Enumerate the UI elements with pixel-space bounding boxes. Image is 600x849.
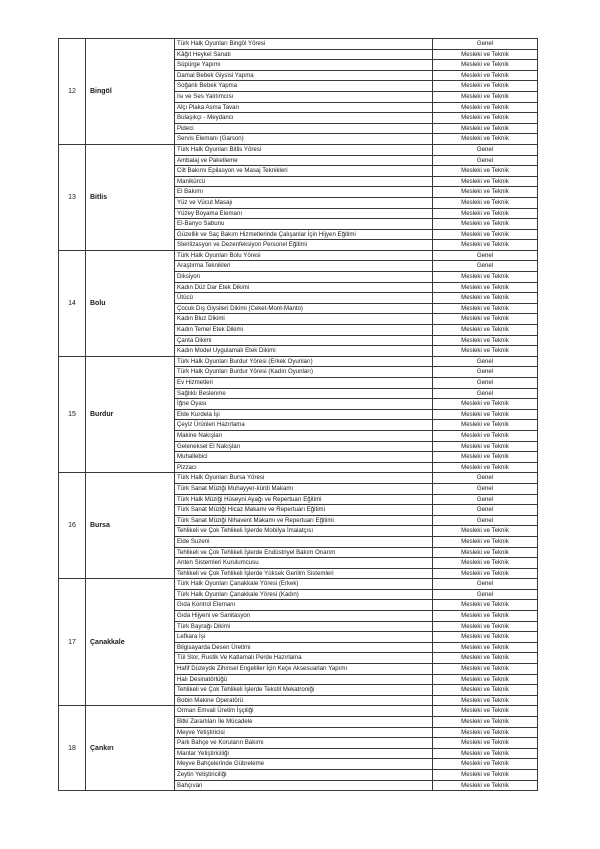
course-name: Bilgisayarda Desen Üretimi (175, 642, 433, 653)
course-row (175, 526, 537, 537)
province-name: Bolu (86, 250, 175, 356)
course-type: Mesleki ve Teknik (433, 621, 538, 632)
course-type: Mesleki ve Teknik (433, 229, 538, 240)
course-type: Genel (433, 357, 538, 367)
course-name: Tehlikeli ve Çok Tehlikeli İşlerde Mobilya İmalatçısı (175, 526, 433, 537)
course-row (175, 600, 537, 611)
course-row (175, 653, 537, 664)
course-row (175, 409, 537, 420)
course-list-cell (175, 250, 538, 356)
course-type: Mesleki ve Teknik (433, 325, 538, 336)
course-name: İğne Oyası (175, 399, 433, 410)
course-name: Kadın Düz Dar Etek Dikimi (175, 282, 433, 293)
course-row (175, 102, 537, 113)
course-name: Bitki Zararlıları İle Mücadele (175, 717, 433, 728)
course-name: El-Banyo Sabunu (175, 219, 433, 230)
course-type: Genel (433, 261, 538, 272)
course-name: Damal Bebek Giysisi Yapma (175, 70, 433, 81)
course-name: Elde Kurdela İşi (175, 409, 433, 420)
course-row (175, 568, 537, 578)
course-type: Mesleki ve Teknik (461, 696, 509, 704)
course-type: Mesleki ve Teknik (433, 642, 538, 653)
course-name: Halı Desinatörlüğü (175, 674, 433, 685)
course-name: Türk Halk Oyunları Çanakkale Yöresi (Kadın) (175, 589, 433, 600)
course-name: Güzellik ve Saç Bakım Hizmetlerinde Çalışanlar İçin Hijyen Eğitimi (175, 229, 433, 240)
course-name: Türk Halk Oyunları Bingöl Yöresi (175, 39, 433, 49)
course-row (175, 176, 537, 187)
course-row (175, 251, 537, 261)
course-row (175, 91, 537, 102)
course-name: Araştırma Teknikleri (175, 261, 433, 272)
course-name: Gıda Kontrol Elemanı (175, 600, 433, 611)
province-name: Bingöl (86, 39, 175, 145)
course-type: Mesleki ve Teknik (433, 49, 538, 60)
course-row (175, 515, 537, 526)
course-type: Mesleki ve Teknik (461, 781, 509, 789)
course-row (175, 664, 537, 675)
province-name: Bursa (86, 473, 175, 579)
course-type: Genel (433, 367, 538, 378)
row-number: 18 (59, 706, 86, 791)
course-name: Türk Halk Oyunları Burdur Yöresi (Kadın Oyunları) (175, 367, 433, 378)
course-type: Genel (433, 145, 538, 155)
course-row (175, 632, 537, 643)
course-type: Mesleki ve Teknik (433, 60, 538, 71)
course-row (175, 272, 537, 283)
course-name: Tehlikeli ve Çok Tehlikeli İşlerde Yüksek Gerilim Sistemleri (175, 568, 433, 578)
course-name: Pizzacı (175, 462, 433, 472)
course-type: Mesleki ve Teknik (433, 547, 538, 558)
province-group-row (59, 144, 538, 250)
province-group-row (59, 579, 538, 706)
course-list (175, 473, 537, 578)
course-row (175, 769, 537, 780)
course-type: Mesleki ve Teknik (433, 685, 538, 696)
course-name: Bobin Makine Operatörü (175, 695, 433, 705)
course-row (175, 695, 537, 705)
row-number: 15 (59, 356, 86, 473)
course-type: Genel (433, 473, 538, 483)
course-list (175, 251, 537, 356)
course-name: El Bakımı (175, 187, 433, 198)
row-number: 14 (59, 250, 86, 356)
course-row (175, 727, 537, 738)
row-number: 16 (59, 473, 86, 579)
row-number: 13 (59, 144, 86, 250)
course-row (175, 166, 537, 177)
course-row (175, 717, 537, 728)
course-row (175, 134, 537, 144)
province-name: Bitlis (86, 144, 175, 250)
course-row (175, 81, 537, 92)
course-row (175, 60, 537, 71)
course-list-cell (175, 144, 538, 250)
course-name: Meyve Bahçelerinde Gübreleme (175, 759, 433, 770)
course-type: Mesleki ve Teknik (433, 197, 538, 208)
course-type: Mesleki ve Teknik (433, 674, 538, 685)
course-type: Mesleki ve Teknik (461, 135, 509, 143)
course-table (58, 38, 538, 791)
course-name: Diksiyon (175, 272, 433, 283)
course-name: Sağlıklı Beslenme (175, 388, 433, 399)
document-page (58, 38, 538, 791)
province-group-row (59, 473, 538, 579)
course-row (175, 748, 537, 759)
course-row (175, 70, 537, 81)
course-type: Mesleki ve Teknik (433, 70, 538, 81)
course-row (175, 441, 537, 452)
course-list (175, 357, 537, 473)
course-name: Ütücü (175, 293, 433, 304)
course-row (175, 462, 537, 472)
course-type: Mesleki ve Teknik (433, 282, 538, 293)
course-type: Mesleki ve Teknik (433, 611, 538, 622)
province-group-row (59, 706, 538, 791)
course-name: Çocuk Dış Giysileri Dikimi (Ceket-Mont-Manto) (175, 303, 433, 314)
course-type: Mesleki ve Teknik (461, 463, 509, 471)
course-row (175, 738, 537, 749)
course-row (175, 642, 537, 653)
course-name: Kadın Model Uygulamalı Etek Dikimi (175, 346, 433, 356)
course-row (175, 229, 537, 240)
province-name: Burdur (86, 356, 175, 473)
course-name: Türk Halk Oyunları Burdur Yöresi (Erkek Oyunları) (175, 357, 433, 367)
course-name: Servis Elemanı (Garson) (175, 134, 433, 144)
course-type: Genel (433, 388, 538, 399)
province-group-row (59, 39, 538, 145)
course-name: Pideci (175, 123, 433, 134)
course-type: Mesleki ve Teknik (433, 208, 538, 219)
course-row (175, 240, 537, 250)
course-type: Mesleki ve Teknik (433, 113, 538, 124)
course-name: Cilt Bakımı Epilasyon ve Masaj Teknikleri (175, 166, 433, 177)
course-type: Genel (433, 515, 538, 526)
course-name: Manikürcü (175, 176, 433, 187)
course-type: Mesleki ve Teknik (433, 748, 538, 759)
course-type: Mesleki ve Teknik (433, 399, 538, 410)
course-name: Mantar Yetiştiriciliği (175, 748, 433, 759)
course-type: Mesleki ve Teknik (461, 241, 509, 249)
province-group-row (59, 250, 538, 356)
course-name: Zeytin Yetiştiriciliği (175, 769, 433, 780)
course-row (175, 378, 537, 389)
course-name: Gıda Hijyeni ve Sanitasyon (175, 611, 433, 622)
course-name: Süpürge Yapımı (175, 60, 433, 71)
course-row (175, 113, 537, 124)
course-type: Mesleki ve Teknik (461, 569, 509, 577)
course-list (175, 706, 537, 790)
course-type: Mesleki ve Teknik (433, 102, 538, 113)
course-type: Genel (433, 494, 538, 505)
course-name: Çeyiz Ürünleri Hazırlama (175, 420, 433, 431)
course-type: Genel (433, 155, 538, 166)
course-name: Lefkara İşi (175, 632, 433, 643)
course-name: Muhallebici (175, 452, 433, 463)
course-type: Mesleki ve Teknik (433, 769, 538, 780)
course-row (175, 314, 537, 325)
course-row (175, 208, 537, 219)
course-name: Kâğıt Heykel Sanatı (175, 49, 433, 60)
course-type: Mesleki ve Teknik (433, 558, 538, 569)
course-type: Mesleki ve Teknik (433, 335, 538, 346)
course-row (175, 282, 537, 293)
course-type: Genel (433, 579, 538, 589)
course-row (175, 219, 537, 230)
course-type: Mesleki ve Teknik (433, 600, 538, 611)
course-name: Tül Stor, Rustik Ve Katlamalı Perde Hazırlama (175, 653, 433, 664)
course-row (175, 780, 537, 790)
course-type: Mesleki ve Teknik (433, 81, 538, 92)
course-type: Mesleki ve Teknik (433, 526, 538, 537)
course-type: Genel (433, 483, 538, 494)
course-name: Türk Sanat Müziği Nihavent Makamı ve Repertuarı Eğitimi (175, 515, 433, 526)
course-type: Genel (433, 378, 538, 389)
province-group-row (59, 356, 538, 473)
course-name: Türk Sanat Müziği Muhayyer-kürdi Makamı (175, 483, 433, 494)
course-name: Makine Nakışları (175, 430, 433, 441)
course-row (175, 674, 537, 685)
course-row (175, 303, 537, 314)
course-name: Meyve Yetiştiricisi (175, 727, 433, 738)
course-name: Çanta Dikimi (175, 335, 433, 346)
course-name: Türk Halk Oyunları Bursa Yöresi (175, 473, 433, 483)
course-name: Yüz ve Vücut Masajı (175, 197, 433, 208)
course-row (175, 346, 537, 356)
course-type: Mesleki ve Teknik (433, 293, 538, 304)
course-name: Türk Bayrağı Dikimi (175, 621, 433, 632)
course-row (175, 430, 537, 441)
row-number: 17 (59, 579, 86, 706)
course-list-cell (175, 473, 538, 579)
course-name: Yüzey Boyama Elemanı (175, 208, 433, 219)
course-row (175, 335, 537, 346)
course-type: Genel (433, 589, 538, 600)
course-name: Soğanlı Bebek Yapma (175, 81, 433, 92)
course-type: Mesleki ve Teknik (433, 536, 538, 547)
course-row (175, 325, 537, 336)
course-type: Genel (433, 39, 538, 49)
course-type: Genel (433, 505, 538, 516)
course-row (175, 420, 537, 431)
course-row (175, 123, 537, 134)
course-row (175, 589, 537, 600)
course-row (175, 155, 537, 166)
course-row (175, 197, 537, 208)
course-type: Mesleki ve Teknik (433, 219, 538, 230)
course-row (175, 611, 537, 622)
course-row (175, 558, 537, 569)
course-list-cell (175, 579, 538, 706)
course-type: Mesleki ve Teknik (433, 664, 538, 675)
course-name: Isı ve Ses Yalıtımcısı (175, 91, 433, 102)
course-type: Mesleki ve Teknik (433, 706, 538, 716)
course-list-cell (175, 356, 538, 473)
course-name: Anten Sistemleri Kurulumcusu (175, 558, 433, 569)
row-number: 12 (59, 39, 86, 145)
course-type: Mesleki ve Teknik (433, 653, 538, 664)
course-row (175, 483, 537, 494)
course-row (175, 621, 537, 632)
course-type: Genel (433, 251, 538, 261)
course-row (175, 706, 537, 716)
course-type: Mesleki ve Teknik (433, 632, 538, 643)
course-name: Türk Halk Oyunları Bolu Yöresi (175, 251, 433, 261)
course-type: Mesleki ve Teknik (433, 123, 538, 134)
course-table-body (59, 39, 538, 791)
course-name: Geleneksel El Nakışları (175, 441, 433, 452)
course-name: Sterilizasyon ve Dezenfeksiyon Personel Eğitimi (175, 240, 433, 250)
province-name: Çanakkale (86, 579, 175, 706)
course-name: Türk Halk Müziği Hüseyni Ayağı ve Repertuarı Eğitimi (175, 494, 433, 505)
course-row (175, 399, 537, 410)
course-name: Bulaşıkçı - Meydancı (175, 113, 433, 124)
course-row (175, 547, 537, 558)
course-type: Mesleki ve Teknik (433, 452, 538, 463)
course-name: Park Bahçe ve Koruların Bakımı (175, 738, 433, 749)
course-type: Mesleki ve Teknik (433, 759, 538, 770)
course-type: Mesleki ve Teknik (433, 420, 538, 431)
course-type: Mesleki ve Teknik (433, 441, 538, 452)
course-list-cell (175, 39, 538, 145)
course-name: Türk Halk Oyunları Bitlis Yöresi (175, 145, 433, 155)
course-name: Elde Suzeni (175, 536, 433, 547)
course-type: Mesleki ve Teknik (433, 272, 538, 283)
course-type: Mesleki ve Teknik (433, 303, 538, 314)
course-name: Kadın Bluz Dikimi (175, 314, 433, 325)
course-name: Hafif Düzeyde Zihinsel Engelliler İçin Keçe Aksesuarları Yapımı (175, 664, 433, 675)
course-type: Mesleki ve Teknik (433, 314, 538, 325)
course-list (175, 39, 537, 144)
province-name: Çankırı (86, 706, 175, 791)
course-type: Mesleki ve Teknik (433, 430, 538, 441)
course-row (175, 473, 537, 483)
course-row (175, 367, 537, 378)
course-row (175, 145, 537, 155)
course-row (175, 293, 537, 304)
course-row (175, 388, 537, 399)
course-type: Mesleki ve Teknik (433, 409, 538, 420)
course-type: Mesleki ve Teknik (433, 717, 538, 728)
course-name: Türk Sanat Müziği Hicaz Makamı ve Repertuarı Eğitimi (175, 505, 433, 516)
course-row (175, 505, 537, 516)
course-row (175, 49, 537, 60)
course-row (175, 759, 537, 770)
course-row (175, 685, 537, 696)
course-type: Mesleki ve Teknik (433, 176, 538, 187)
course-name: Tehlikeli ve Çok Tehlikeli İşlerde Tekstil Mekatroniği (175, 685, 433, 696)
course-row (175, 187, 537, 198)
course-type: Mesleki ve Teknik (461, 347, 509, 355)
course-name: Ambalaj ve Paketleme (175, 155, 433, 166)
course-type: Mesleki ve Teknik (433, 727, 538, 738)
course-name: Orman Emvali Üretim İşçiliği (175, 706, 433, 716)
course-row (175, 261, 537, 272)
course-row (175, 357, 537, 367)
course-name: Bahçıvan (175, 780, 433, 790)
course-row (175, 579, 537, 589)
course-list (175, 579, 537, 705)
course-list-cell (175, 706, 538, 791)
course-name: Türk Halk Oyunları Çanakkale Yöresi (Erkek) (175, 579, 433, 589)
course-row (175, 536, 537, 547)
course-name: Alçı Plaka Asma Tavan (175, 102, 433, 113)
course-row (175, 494, 537, 505)
course-type: Mesleki ve Teknik (433, 187, 538, 198)
course-row (175, 452, 537, 463)
course-name: Kadın Temel Etek Dikimi (175, 325, 433, 336)
course-type: Mesleki ve Teknik (433, 91, 538, 102)
course-list (175, 145, 537, 250)
course-name: Tehlikeli ve Çok Tehlikeli İşlerde Endüstriyel Bakım Onarım (175, 547, 433, 558)
course-type: Mesleki ve Teknik (433, 738, 538, 749)
course-row (175, 39, 537, 49)
course-type: Mesleki ve Teknik (433, 166, 538, 177)
course-name: Ev Hizmetleri (175, 378, 433, 389)
